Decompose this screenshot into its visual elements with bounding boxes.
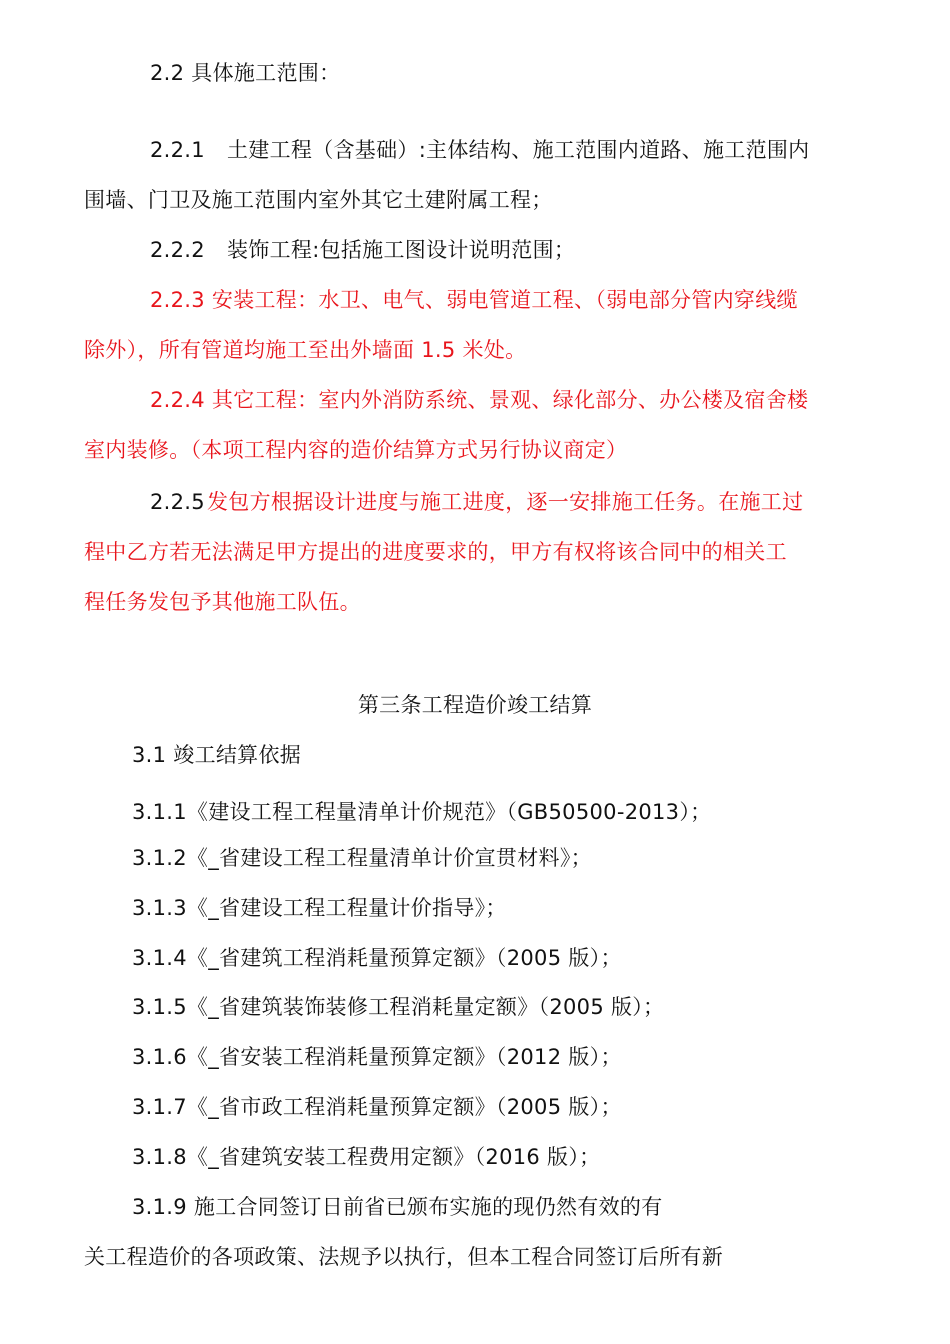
clause-2-2-2-number: 2.2.2 (150, 238, 205, 262)
basis-item-3-1-5: 3.1.5《_省建筑装饰装修工程消耗量定额》（2005 版）； (132, 995, 665, 1019)
clause-2-2-2-text: 装饰工程:包括施工图设计说明范围； (227, 238, 576, 262)
clause-2-2-3-line-1: 2.2.3 安装工程：水卫、电气、弱电管道工程、（弱电部分管内穿线缆 (150, 288, 798, 312)
article-3-title: 第三条工程造价竣工结算 (357, 693, 593, 717)
basis-item-3-1-4: 3.1.4《_省建筑工程消耗量预算定额》（2005 版）； (132, 946, 622, 970)
basis-item-3-1-9-line-1: 3.1.9 施工合同签订日前省已颁布实施的现仍然有效的有 (132, 1195, 663, 1219)
clause-2-2-5-line-3: 程任务发包予其他施工队伍。 (84, 590, 361, 614)
clause-2-2-1-line-2: 围墙、门卫及施工范围内室外其它土建附属工程； (84, 188, 553, 212)
clause-2-2-5-line-1: 发包方根据设计进度与施工进度，逐一安排施工任务。在施工过 (207, 490, 804, 514)
section-3-1-heading: 3.1 竣工结算依据 (132, 743, 302, 767)
clause-2-2-3-line-2: 除外），所有管道均施工至出外墙面 1.5 米处。 (84, 338, 527, 362)
clause-2-2-4-line-1: 2.2.4 其它工程：室内外消防系统、景观、绿化部分、办公楼及宿舍楼 (150, 388, 809, 412)
basis-item-3-1-9-line-2: 关工程造价的各项政策、法规予以执行，但本工程合同签订后所有新 (84, 1245, 723, 1269)
basis-item-3-1-1: 3.1.1《建设工程工程量清单计价规范》（GB50500-2013）； (132, 800, 712, 824)
clause-2-2-1-number: 2.2.1 (150, 138, 205, 162)
basis-item-3-1-2: 3.1.2《_省建设工程工程量清单计价宣贯材料》； (132, 846, 592, 870)
clause-2-2-5-line-2: 程中乙方若无法满足甲方提出的进度要求的，甲方有权将该合同中的相关工 (84, 540, 787, 564)
basis-item-3-1-6: 3.1.6《_省安装工程消耗量预算定额》（2012 版）； (132, 1045, 622, 1069)
section-2-2-heading: 2.2 具体施工范围： (150, 61, 341, 85)
basis-item-3-1-7: 3.1.7《_省市政工程消耗量预算定额》（2005 版）； (132, 1095, 622, 1119)
basis-item-3-1-8: 3.1.8《_省建筑安装工程费用定额》（2016 版）； (132, 1145, 601, 1169)
clause-2-2-4-line-2: 室内装修。（本项工程内容的造价结算方式另行协议商定） (84, 438, 628, 462)
basis-item-3-1-3: 3.1.3《_省建设工程工程量计价指导》； (132, 896, 507, 920)
clause-2-2-1-line-1: 土建工程（含基础）:主体结构、施工范围内道路、施工范围内 (227, 138, 810, 162)
clause-2-2-5-number: 2.2.5 (150, 490, 205, 514)
